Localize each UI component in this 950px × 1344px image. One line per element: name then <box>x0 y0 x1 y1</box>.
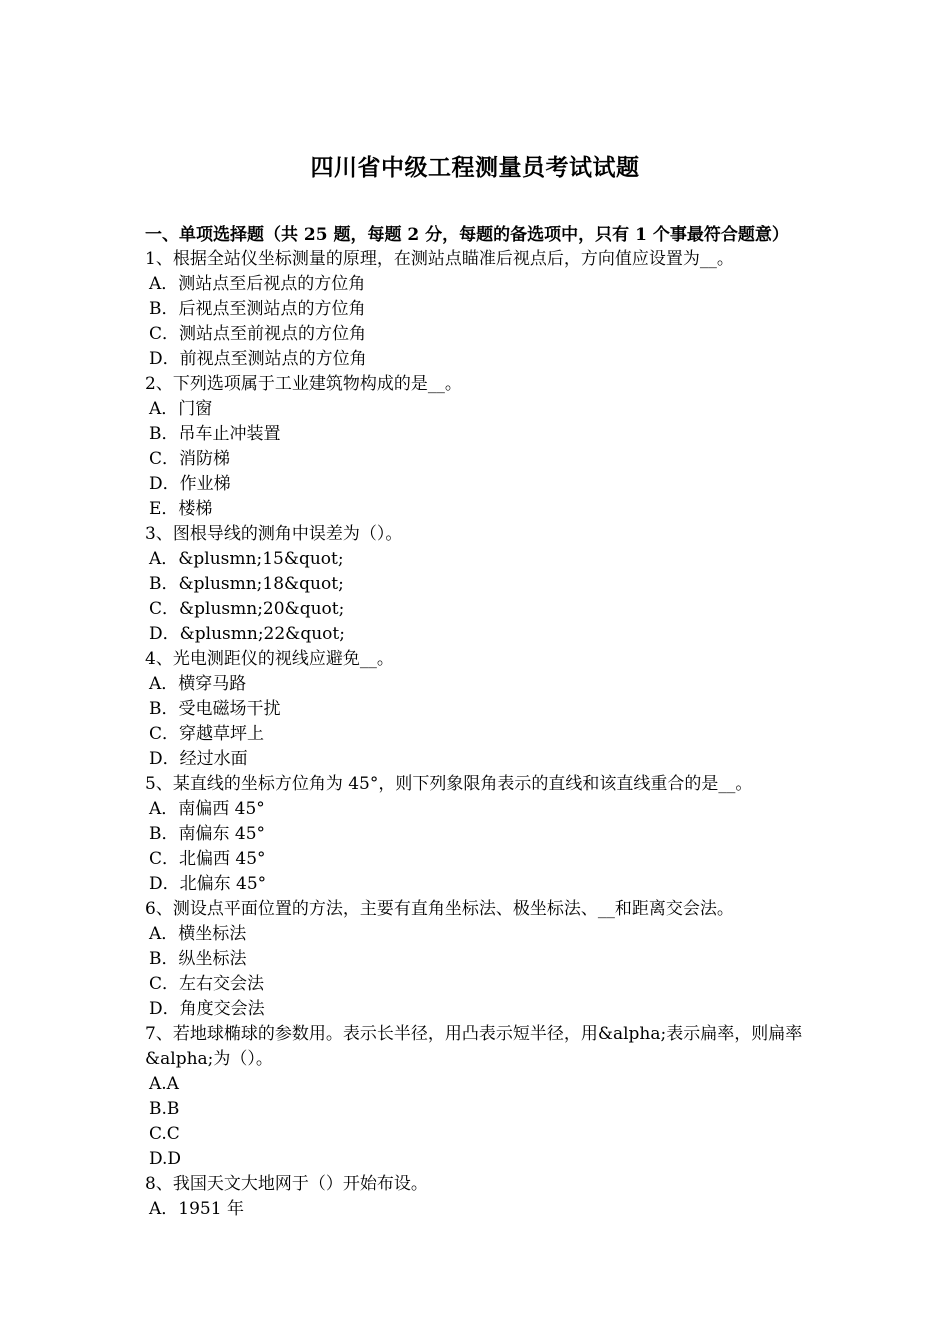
question-3 <box>145 522 815 647</box>
option-a: A.A <box>149 1074 179 1094</box>
option-a: A．横穿马路 <box>149 674 247 694</box>
option-d: D．北偏东 45° <box>149 874 267 894</box>
question-4 <box>145 647 815 772</box>
option-b: B．吊车止冲装置 <box>149 424 281 444</box>
option-d: D．角度交会法 <box>149 999 265 1019</box>
question-6 <box>145 897 815 1022</box>
exam-content <box>145 222 815 1222</box>
question-7 <box>145 1022 815 1172</box>
option-b: B．&plusmn;18&quot; <box>149 574 344 594</box>
option-a: A．&plusmn;15&quot; <box>149 549 344 569</box>
option-a: A．横坐标法 <box>149 924 247 944</box>
question-text: 4、光电测距仪的视线应避免__。 <box>145 649 394 669</box>
option-a: A．1951 年 <box>149 1199 244 1219</box>
question-text: 6、测设点平面位置的方法，主要有直角坐标法、极坐标法、__和距离交会法。 <box>145 899 734 919</box>
option-d: D．前视点至测站点的方位角 <box>149 349 367 369</box>
question-2 <box>145 372 815 522</box>
option-e: E．楼梯 <box>149 499 213 519</box>
question-5 <box>145 772 815 897</box>
option-a: A．门窗 <box>149 399 213 419</box>
option-b: B．受电磁场干扰 <box>149 699 281 719</box>
option-c: C．&plusmn;20&quot; <box>149 599 345 619</box>
option-c: C．消防梯 <box>149 449 231 469</box>
question-text: 7、若地球椭球的参数用。表示长半径，用凸表示短半径，用&alpha;表示扁率，则扁率&alpha;为（）。 <box>145 1024 803 1069</box>
option-a: A．测站点至后视点的方位角 <box>149 274 366 294</box>
option-a: A．南偏西 45° <box>149 799 265 819</box>
question-text: 1、根据全站仪坐标测量的原理，在测站点瞄准后视点后，方向值应设置为__。 <box>145 249 734 269</box>
option-d: D.D <box>149 1149 182 1169</box>
question-8 <box>145 1172 815 1222</box>
option-d: D．经过水面 <box>149 749 248 769</box>
option-d: D．&plusmn;22&quot; <box>149 624 345 644</box>
page-title: 四川省中级工程测量员考试试题 <box>310 154 640 181</box>
option-d: D．作业梯 <box>149 474 231 494</box>
option-c: C．左右交会法 <box>149 974 265 994</box>
question-text: 2、下列选项属于工业建筑物构成的是__。 <box>145 374 462 394</box>
section-heading: 一、单项选择题（共 25 题，每题 2 分，每题的备选项中，只有 1 个事最符合题意） <box>145 225 789 245</box>
option-c: C．穿越草坪上 <box>149 724 265 744</box>
option-c: C.C <box>149 1124 180 1144</box>
question-text: 3、图根导线的测角中误差为（）。 <box>145 524 403 544</box>
question-text: 5、某直线的坐标方位角为 45°，则下列象限角表示的直线和该直线重合的是__。 <box>145 774 753 794</box>
option-c: C．测站点至前视点的方位角 <box>149 324 367 344</box>
option-b: B．后视点至测站点的方位角 <box>149 299 366 319</box>
question-text: 8、我国天文大地网于（）开始布设。 <box>145 1174 428 1194</box>
option-b: B．纵坐标法 <box>149 949 247 969</box>
option-c: C．北偏西 45° <box>149 849 266 869</box>
question-1 <box>145 247 815 372</box>
option-b: B．南偏东 45° <box>149 824 266 844</box>
option-b: B.B <box>149 1099 180 1119</box>
